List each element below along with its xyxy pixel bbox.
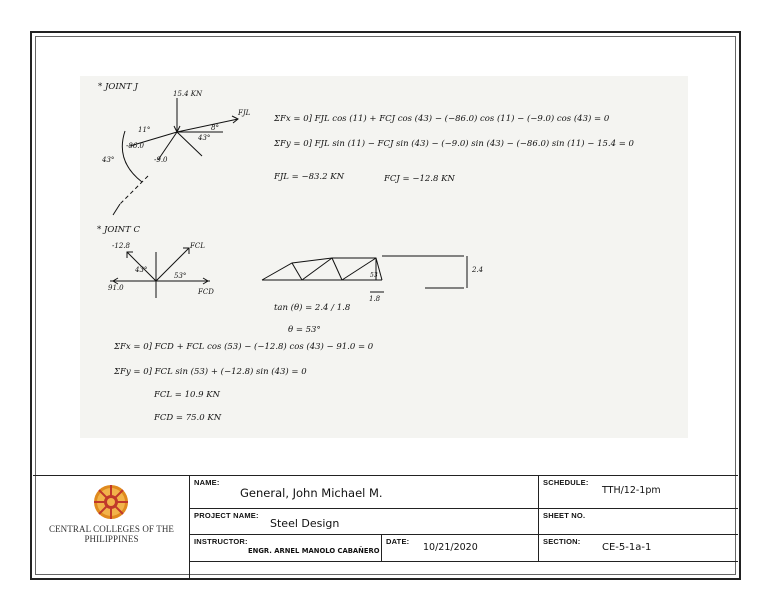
fjl-arrow (177, 119, 238, 132)
fcl-label: FCL (190, 242, 205, 250)
force-9-label: -9.0 (154, 156, 168, 164)
title-row-instructor (190, 535, 738, 562)
joint-c-result-fcl: FCL = 10.9 KN (154, 390, 220, 400)
extension-tail (113, 204, 120, 215)
instructor-value: ENGR. ARNEL MANOLO CABAÑERO (248, 547, 380, 555)
truss-web-3 (332, 258, 342, 280)
section-label: SECTION: (543, 537, 581, 546)
sheet-no-cell (539, 509, 738, 534)
fjl-label: FJL (238, 109, 251, 117)
date-label: DATE: (386, 537, 410, 546)
joint-j-result-fjl: FJL = −83.2 KN (274, 172, 345, 182)
angle-43-label: 43° (102, 156, 115, 164)
theta-equation: θ = 53° (288, 325, 321, 335)
angle-53-c-label: 53° (174, 272, 187, 280)
joint-j-result-fcj: FCJ = −12.8 KN (384, 174, 455, 184)
free-body-diagrams (80, 76, 688, 438)
handwritten-worksheet-image (80, 76, 688, 438)
instructor-label: INSTRUCTOR: (194, 537, 248, 546)
angle-11-label: 11° (138, 126, 151, 134)
title-row-project (190, 509, 738, 535)
schedule-value: TTH/12-1pm (602, 485, 661, 496)
truss-width-label: 1.8 (369, 295, 381, 303)
joint-c-eq-fx: ΣFx = 0] FCD + FCL cos (53) − (−12.8) cos (43) − 91.0 = 0 (114, 342, 374, 352)
name-value: General, John Michael M. (240, 486, 383, 500)
joint-j-heading: * JOINT J (98, 82, 138, 92)
project-cell (190, 509, 539, 534)
fcd-label: FCD (198, 288, 214, 296)
schedule-label: SCHEDULE: (543, 478, 589, 487)
angle-arc-43 (122, 131, 142, 182)
joint-c-heading: * JOINT C (97, 225, 140, 235)
project-label: PROJECT NAME: (194, 511, 259, 520)
date-value: 10/21/2020 (423, 542, 478, 553)
truss-angle-label: 53 (370, 272, 378, 279)
joint-c-eq-fy: ΣFy = 0] FCL sin (53) + (−12.8) sin (43) = 0 (114, 367, 307, 377)
truss-web-1 (292, 263, 302, 280)
date-cell (382, 535, 539, 561)
title-block (33, 475, 738, 577)
load-label: 15.4 KN (173, 90, 203, 98)
instructor-cell (190, 535, 382, 561)
joint-c-result-fcd: FCD = 75.0 KN (154, 413, 222, 423)
truss-height-label: 2.4 (472, 266, 484, 274)
title-block-logo-cell (33, 476, 190, 578)
section-value: CE-5-1a-1 (602, 542, 652, 553)
joint-j-eq-fx: ΣFx = 0] FJL cos (11) + FCJ cos (43) − (−86.0) cos (11) − (−9.0) cos (43) = 0 (274, 114, 610, 124)
angle-43-c-label: 43° (135, 266, 148, 274)
tan-equation: tan (θ) = 2.4 / 1.8 (274, 303, 351, 313)
force-128-label: -12.8 (112, 242, 130, 250)
truss-top-chord (262, 258, 382, 280)
sheet-no-label: SHEET NO. (543, 511, 586, 520)
angle-43b-label: 43° (198, 134, 211, 142)
name-cell (190, 476, 539, 508)
force-91-label: 91.0 (108, 284, 124, 292)
title-row-name (190, 476, 738, 509)
college-name: CENTRAL COLLEGES OF THE PHILIPPINES (48, 524, 175, 544)
angle-8-label: 8° (211, 124, 219, 132)
schedule-cell (539, 476, 738, 508)
name-label: NAME: (194, 478, 220, 487)
section-cell (539, 535, 738, 561)
force-86-label: -86.0 (126, 142, 144, 150)
joint-j-eq-fy: ΣFy = 0] FJL sin (11) − FCJ sin (43) − (−9.0) sin (43) − (−86.0) sin (11) − 15.4 = 0 (274, 139, 634, 149)
project-value: Steel Design (270, 517, 340, 530)
college-seal-icon (33, 476, 190, 526)
dashed-extension (120, 176, 148, 204)
